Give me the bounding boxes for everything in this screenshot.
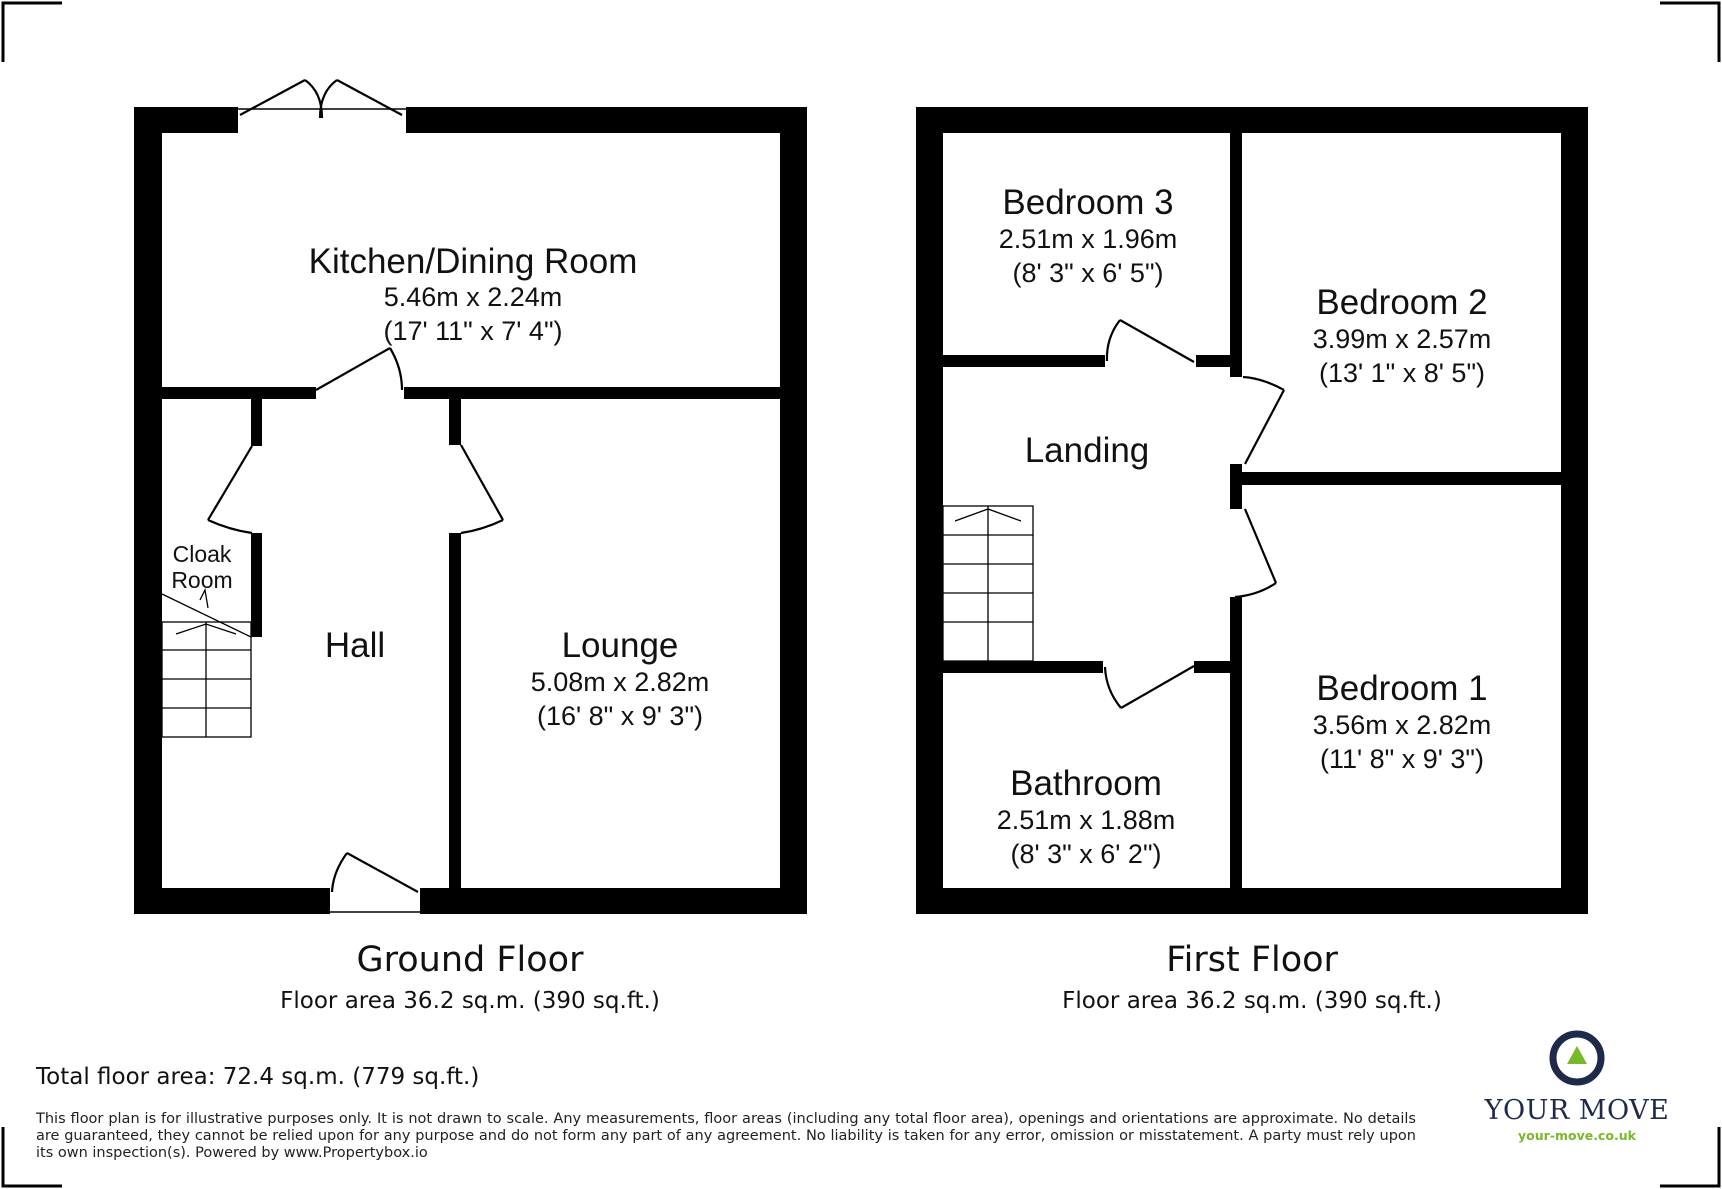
lounge-imperial: (16' 8" x 9' 3") [536,701,704,731]
ground-floor-area: Floor area 36.2 sq.m. (390 sq.ft.) [280,988,660,1014]
location-pin-icon [1547,1030,1607,1086]
first-floor-doors [1105,320,1284,708]
bedroom2-imperial: (13' 1" x 8' 5") [1318,358,1486,388]
ground-floor-plan [134,80,807,1014]
bathroom-metric: 2.51m x 1.88m [996,805,1176,835]
bedroom2-metric: 3.99m x 2.57m [1312,324,1492,354]
brand-name: YOUR MOVE [1484,1095,1670,1126]
bedroom3-imperial: (8' 3" x 6' 5") [1012,258,1164,288]
bedroom3-metric: 2.51m x 1.96m [998,224,1178,254]
first-floor-title: First Floor [1166,940,1338,980]
lounge-metric: 5.08m x 2.82m [530,667,710,697]
crop-mark-top-left [3,3,62,62]
kitchen-imperial: (17' 11" x 7' 4") [383,316,563,346]
bedroom3-name: Bedroom 3 [1002,183,1174,222]
brand-url: your-move.co.uk [1518,1128,1636,1143]
kitchen-name: Kitchen/Dining Room [308,242,638,281]
bedroom1-imperial: (11' 8" x 9' 3") [1319,744,1485,774]
bedroom1-metric: 3.56m x 2.82m [1312,710,1492,740]
bathroom-imperial: (8' 3" x 6' 2") [1010,839,1162,869]
ground-floor-stairs [162,590,251,737]
bedroom2-name: Bedroom 2 [1316,283,1488,322]
cloak-room-label-line2: Room [171,567,233,593]
landing-name: Landing [1024,431,1150,470]
disclaimer-text: This floor plan is for illustrative purposes only. It is not drawn to scale. Any measurements, floor areas (including any total floor area), openings and orientations are approximate. No details are guaranteed, they cannot be relied upon for any purpose and do not form any part of any agreement. No liability is taken for any error, omission or misstatement. A party must rely upon its own inspection(s). Powered by www.Propertybox.io [36,1111,1416,1161]
your-move-logo [1478,1030,1676,1143]
bedroom1-name: Bedroom 1 [1316,669,1488,708]
lounge-name: Lounge [561,626,679,665]
ground-floor-title: Ground Floor [356,940,584,980]
first-floor-area: Floor area 36.2 sq.m. (390 sq.ft.) [1062,988,1442,1014]
kitchen-metric: 5.46m x 2.24m [383,282,563,312]
ground-floor-walls [134,107,807,914]
bathroom-name: Bathroom [1010,764,1162,803]
crop-mark-top-right [1660,3,1719,62]
first-floor-plan [916,107,1588,1014]
hall-name: Hall [324,626,386,665]
first-floor-stairs [943,506,1033,661]
total-floor-area: Total floor area: 72.4 sq.m. (779 sq.ft.) [36,1064,480,1090]
cloak-room-label-line1: Cloak [172,541,232,567]
